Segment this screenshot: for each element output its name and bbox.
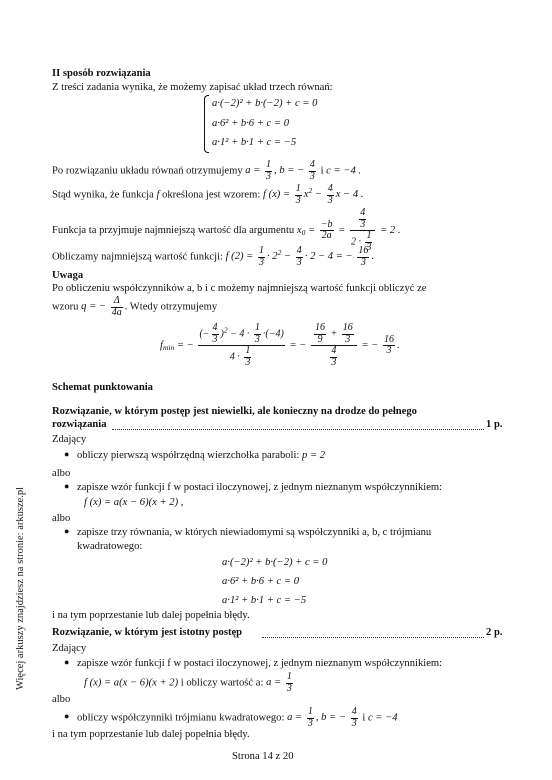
sec1-points: 1 p. [486, 419, 503, 430]
bullet-1: ● [64, 449, 70, 459]
uwaga-wzoru: wzoru [52, 301, 79, 313]
b5-text: obliczy współczynniki trójmianu kwadratowego: [77, 712, 285, 724]
b4-text: zapisze wzór funkcji f w postaci iloczynowej, z jednym nieznanym współczynnikiem: [77, 658, 443, 669]
f2-formula: f (2) = $\frac{1}{3}$ · $2^2$ − $\frac{4}{3}$ · 2 − 4 = − $\frac{16}{3}$ . [225, 245, 375, 268]
sec2-points: 2 p. [486, 627, 503, 638]
zdajacy-1: Zdający [52, 434, 87, 445]
section-heading: II sposób rozwiązania [52, 68, 151, 79]
b4-mid: i obliczy wartość a: [180, 677, 264, 689]
sec2-title: Rozwiązanie, w którym jest istotny postęp [52, 627, 243, 638]
uwaga-text-1: Po obliczeniu współczynników a, b i c możemy najmniejszą wartość funkcji obliczyć ze [52, 283, 427, 294]
bullet-5: ● [64, 711, 70, 721]
b4-a-value: a = $\frac{1}{3}$ [266, 671, 292, 694]
b5-c: c = −4 [367, 712, 398, 724]
solution-line [52, 160, 361, 182]
b3-text-a: zapisze trzy równania, w których niewiadomymi są współczynniki a, b, c trójmianu [77, 527, 432, 538]
function-formula-line: Stąd wynika, że funkcja f określona jest wzorem: f (x) = $\frac{1}{3}$ $x^2$ − $\frac{4}{3}$ x − 4 . [52, 183, 364, 206]
sys2-eq-1: a·(−2)² + b·(−2) + c = 0 [222, 557, 328, 568]
sec2-dots [262, 637, 484, 638]
b2-text: zapisze wzór funkcji f w postaci iloczynowej, z jednym nieznanym współczynnikiem: [77, 482, 443, 493]
uwaga-text-2 [52, 296, 217, 318]
stop-text-1: i na tym poprzestanie lub dalej popełnia błędy. [52, 610, 250, 621]
fmin-formula: $f_{min}$ = − (− $\frac{4}{3}$ )$^2$ − 4 · $\frac{1}{3}$ ·(−4) 4 · $\frac{1}{3}$ = − $\frac{16}{9}$ + $\frac{16}{3}$ $\frac{4}{3}$ = − $\frac{16}{3}$ . [160, 322, 400, 368]
and-word: i [320, 165, 324, 177]
uwaga-heading: Uwaga [52, 270, 84, 281]
side-watermark-text: Więcej arkuszy znajdziesz na stronie: arkusze.pl [15, 486, 26, 690]
bullet-2: ● [64, 481, 70, 491]
b4-formula: f (x) = a(x − 6)(x + 2) [84, 677, 179, 689]
b-value: b = − $\frac{4}{3}$ [279, 159, 315, 182]
bullet-1-text [77, 449, 325, 462]
a-value: a = $\frac{1}{3}$ , [245, 159, 277, 182]
system-eq-3: a·1² + b·1 + c = −5 [212, 137, 297, 148]
b5-a: a = $\frac{1}{3}$ , [287, 706, 319, 729]
b1-text: obliczy pierwszą współrzędną wierzchołka paraboli: [77, 450, 300, 461]
sec1-dots [112, 429, 484, 430]
b1-value: p = 2 [302, 450, 326, 461]
b5-b: b = − $\frac{4}{3}$ [321, 706, 357, 729]
stop-text-2: i na tym poprzestanie lub dalej popełnia błędy. [52, 729, 250, 740]
solution-text: Po rozwiązaniu układu równań otrzymujemy [52, 165, 243, 177]
bullet-3: ● [64, 526, 70, 536]
min-value-line [52, 246, 374, 268]
albo-2: albo [52, 513, 71, 524]
function-text: Stąd wynika, że funkcja [52, 189, 154, 201]
x0-formula: $x_0$ = $\frac{-b}{2a}$ = $\frac{4}{3}$ 2 · $\frac{1}{3}$ = 2 . [296, 207, 401, 253]
albo-1: albo [52, 468, 71, 479]
zdajacy-2: Zdający [52, 643, 87, 654]
min-arg-text: Funkcja ta przyjmuje najmniejszą wartość dla argumentu [52, 224, 295, 236]
sec1-title: Rozwiązanie, w którym postęp jest niewielki, ale konieczny na drodze do pełnego [52, 406, 417, 417]
b2-formula: f (x) = a(x − 6)(x + 2) , [84, 497, 184, 508]
system-eq-2: a·6² + b·6 + c = 0 [212, 118, 289, 129]
function-formula: f (x) = $\frac{1}{3}$ $x^2$ − $\frac{4}{3}$ x − 4 . [262, 183, 364, 206]
b4-line [84, 672, 295, 694]
sys2-eq-2: a·6² + b·6 + c = 0 [222, 576, 299, 587]
b5-line [77, 707, 398, 729]
c-value: c = −4 . [326, 165, 362, 177]
min-val-text: Obliczamy najmniejszą wartość funkcji: [52, 251, 223, 263]
system-eq-1: a·(−2)² + b·(−2) + c = 0 [212, 98, 318, 109]
schemat-heading: Schemat punktowania [52, 382, 153, 393]
uwaga-then: . Wtedy otrzymujemy [124, 301, 218, 313]
page-footer: Strona 14 z 20 [232, 751, 294, 762]
sys2-eq-3: a·1² + b·1 + c = −5 [222, 595, 307, 606]
albo-3: albo [52, 694, 71, 705]
system-brace [204, 95, 209, 153]
b5-and: i [362, 712, 366, 724]
b3-text-b: kwadratowego: [77, 541, 143, 552]
bullet-4: ● [64, 657, 70, 667]
q-formula: q = − $\frac{\Delta}{4a}$ [81, 295, 122, 318]
function-text-2: określona jest wzorem: [162, 189, 261, 201]
intro-text: Z treści zadania wynika, że możemy zapisać układ trzech równań: [52, 82, 333, 93]
sec1-title-2: rozwiązania [52, 419, 107, 430]
